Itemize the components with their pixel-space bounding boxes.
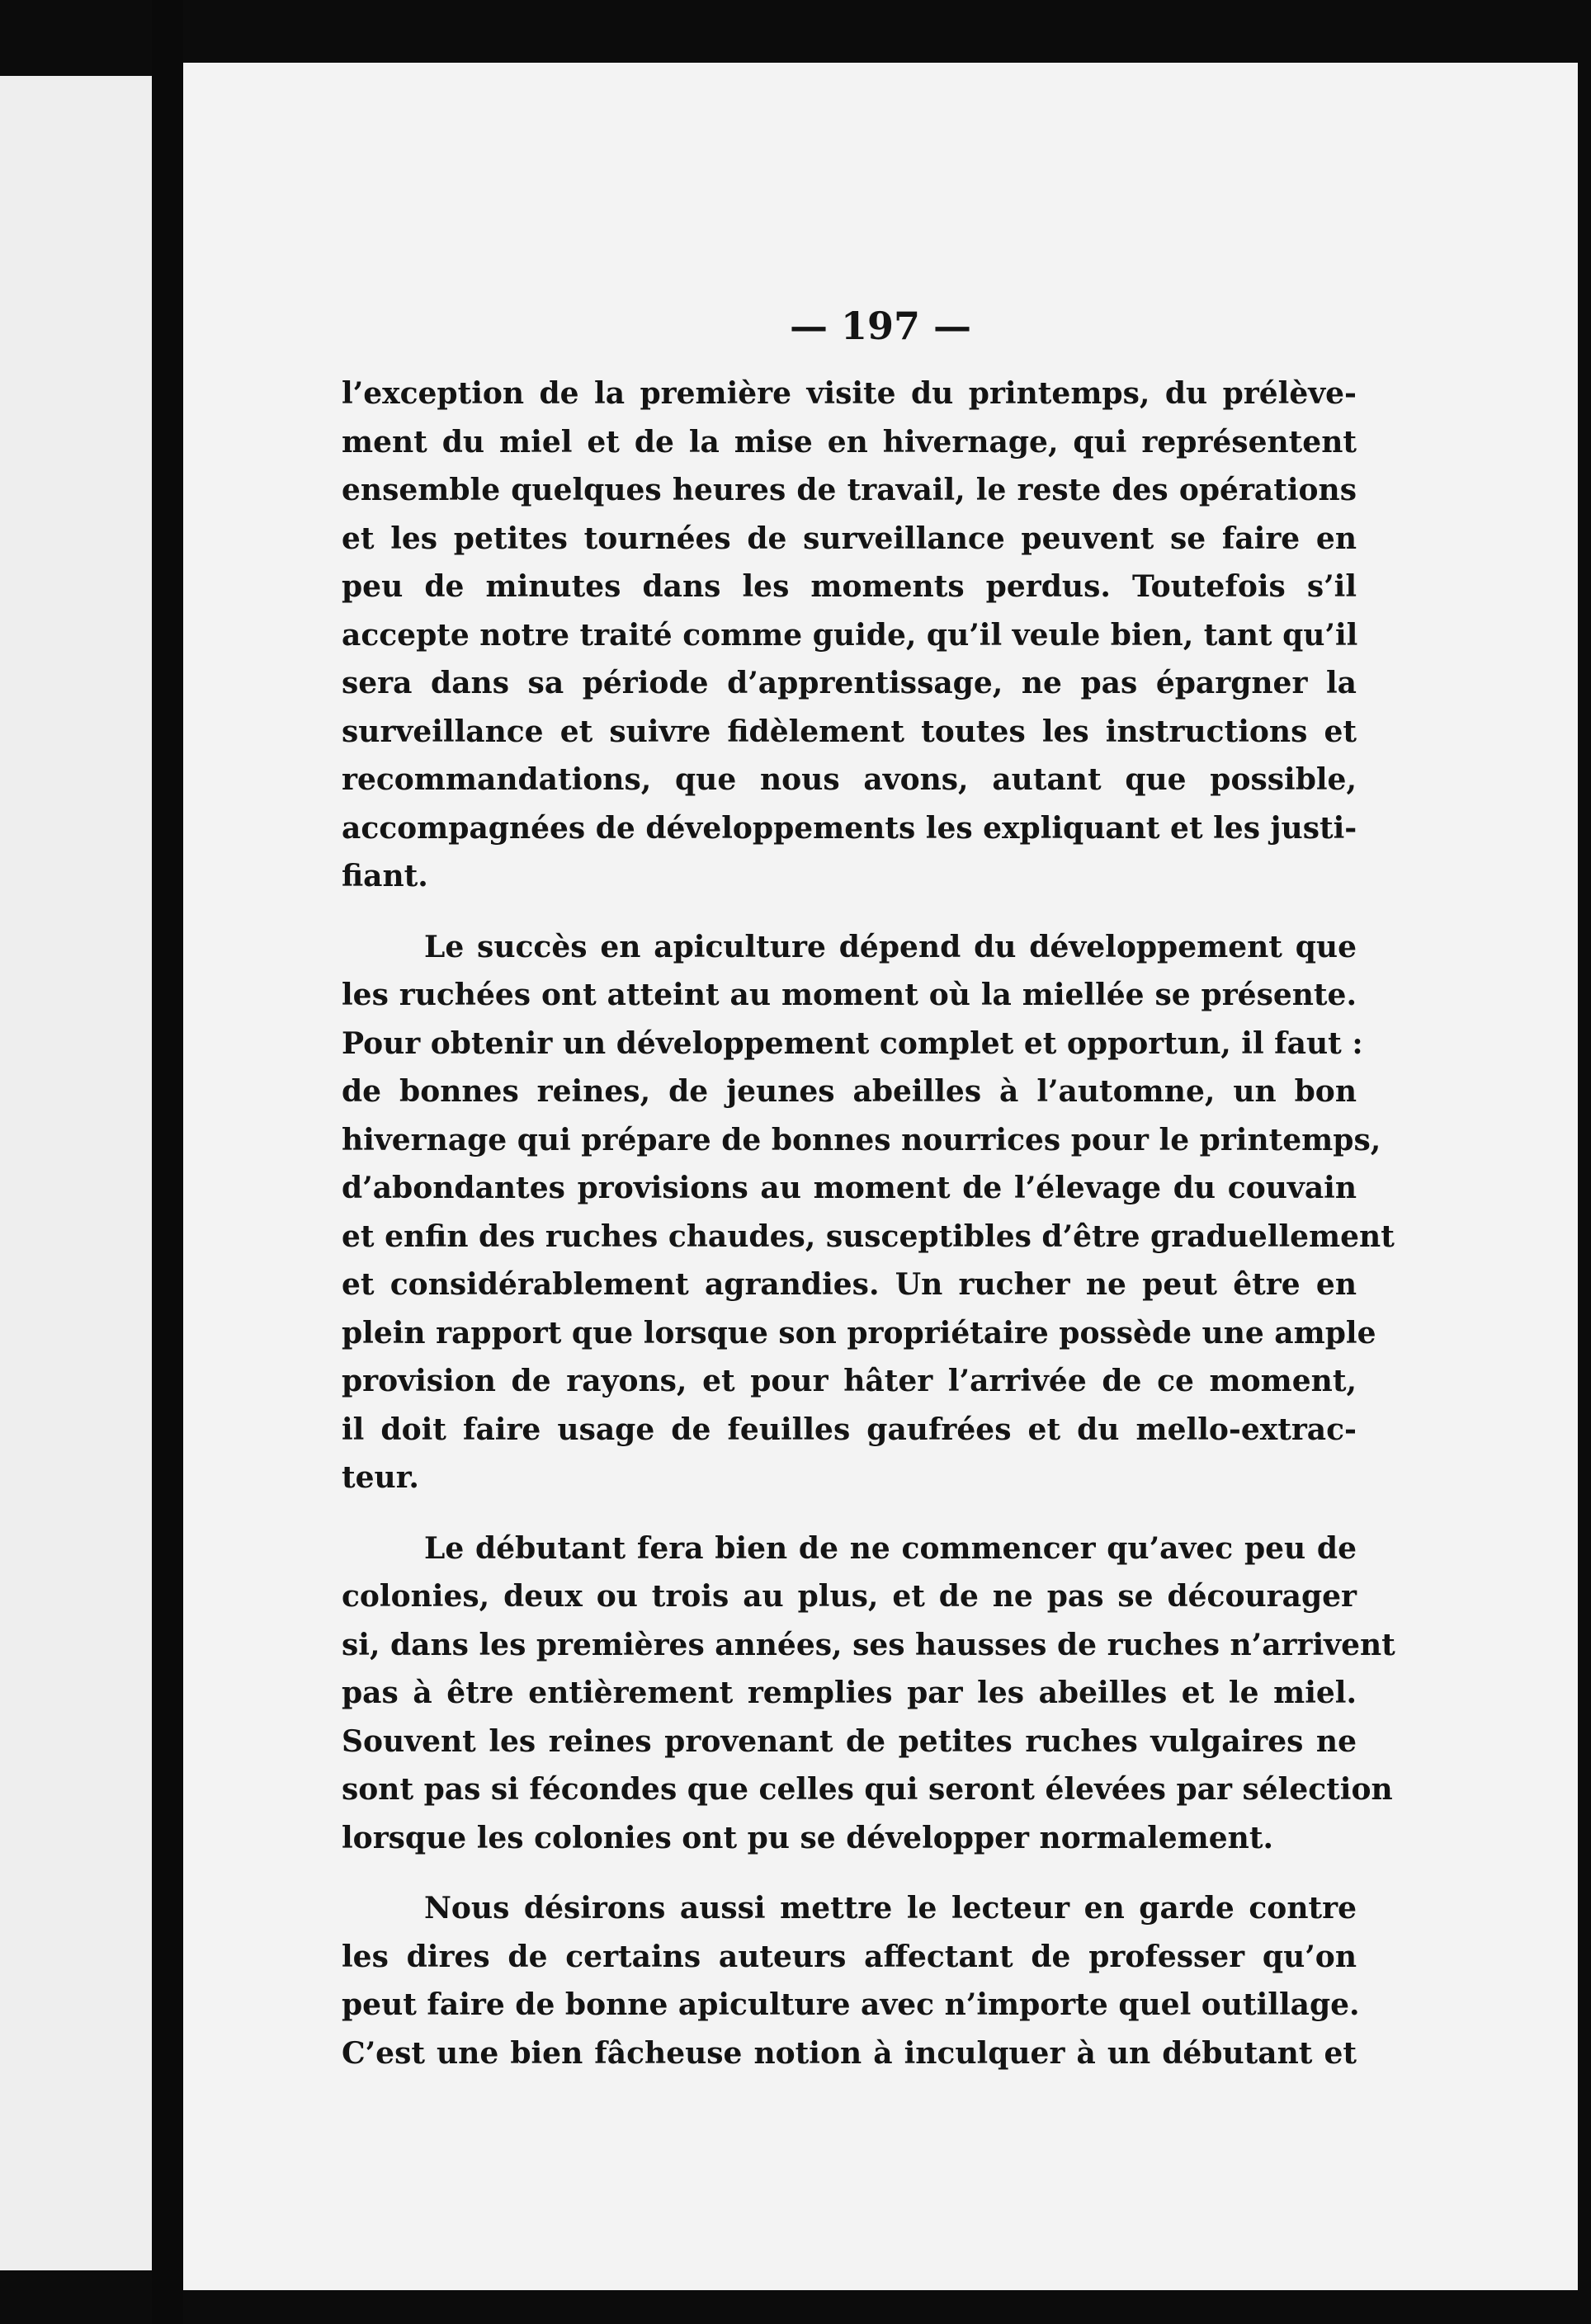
body-text bbox=[342, 370, 1395, 2077]
text-line: Souvent les reines provenant de petites ruches vulgaires ne bbox=[342, 1723, 1357, 1759]
paragraph bbox=[342, 923, 1395, 1502]
text-line: d’abondantes provisions au moment de l’élevage du couvain bbox=[342, 1171, 1357, 1205]
paragraph-spacer bbox=[342, 1862, 1357, 1884]
text-line: C’est une bien fâcheuse notion à inculquer à un débutant et bbox=[342, 2035, 1357, 2071]
text-line: fiant. bbox=[342, 859, 428, 893]
text-line: accompagnées de développements les expliquant et les justi- bbox=[342, 810, 1357, 846]
paragraph bbox=[342, 370, 1357, 901]
text-line: Le débutant fera bien de ne commencer qu’avec peu de bbox=[424, 1530, 1357, 1566]
text-line: peu de minutes dans les moments perdus. Toutefois s’il bbox=[342, 569, 1357, 604]
text-line: Pour obtenir un développement complet et opportun, il faut : bbox=[342, 1025, 1363, 1061]
paragraph-spacer bbox=[342, 901, 1357, 923]
text-line: les dires de certains auteurs affectant de professer qu’on bbox=[342, 1939, 1357, 1974]
paragraph-spacer bbox=[342, 1502, 1357, 1525]
text-line: recommandations, que nous avons, autant que possible, bbox=[342, 762, 1357, 797]
text-line: provision de rayons, et pour hâter l’arrivée de ce moment, bbox=[342, 1364, 1357, 1398]
text-line: teur. bbox=[342, 1460, 419, 1495]
text-line: et enfin des ruches chaudes, susceptibles d’être graduellement bbox=[342, 1219, 1395, 1254]
text-line: colonies, deux ou trois au plus, et de ne pas se décourager bbox=[342, 1579, 1357, 1614]
text-line: sera dans sa période d’apprentissage, ne pas épargner la bbox=[342, 666, 1357, 700]
text-line: et considérablement agrandies. Un rucher ne peut être en bbox=[342, 1267, 1357, 1302]
text-line: il doit faire usage de feuilles gaufrées et du mello-extrac- bbox=[342, 1412, 1357, 1447]
text-line: ment du miel et de la mise en hivernage, qui représentent bbox=[342, 424, 1357, 460]
text-line: pas à être entièrement remplies par les abeilles et le miel. bbox=[342, 1676, 1357, 1710]
text-line: de bonnes reines, de jeunes abeilles à l’automne, un bon bbox=[342, 1074, 1357, 1109]
text-line: les ruchées ont atteint au moment où la miellée se présente. bbox=[342, 978, 1357, 1012]
adjacent-page-edge bbox=[0, 76, 152, 2270]
paragraph bbox=[342, 1525, 1395, 1863]
book-page bbox=[183, 63, 1578, 2290]
text-line: accepte notre traité comme guide, qu’il veule bien, tant qu’il bbox=[342, 617, 1358, 653]
text-line: hivernage qui prépare de bonnes nourrices pour le printemps, bbox=[342, 1122, 1381, 1157]
text-line: surveillance et suivre fidèlement toutes les instructions et bbox=[342, 714, 1357, 749]
text-line: si, dans les premières années, ses hausses de ruches n’arrivent bbox=[342, 1627, 1395, 1662]
text-line: et les petites tournées de surveillance peuvent se faire en bbox=[342, 521, 1357, 556]
page-number: — 197 — bbox=[789, 304, 972, 348]
text-line: Nous désirons aussi mettre le lecteur en garde contre bbox=[424, 1891, 1357, 1926]
text-line: ensemble quelques heures de travail, le reste des opérations bbox=[342, 473, 1357, 507]
text-line: Le succès en apiculture dépend du développement que bbox=[424, 929, 1357, 964]
book-gutter bbox=[152, 0, 183, 2324]
text-line: sont pas si fécondes que celles qui seront élevées par sélection bbox=[342, 1772, 1393, 1807]
text-line: l’exception de la première visite du printemps, du prélève- bbox=[342, 376, 1357, 411]
text-line: plein rapport que lorsque son propriétaire possède une ample bbox=[342, 1315, 1376, 1351]
text-line: peut faire de bonne apiculture avec n’importe quel outillage. bbox=[342, 1987, 1360, 2022]
paragraph bbox=[342, 1884, 1360, 2077]
text-line: lorsque les colonies ont pu se développer normalement. bbox=[342, 1820, 1274, 1855]
